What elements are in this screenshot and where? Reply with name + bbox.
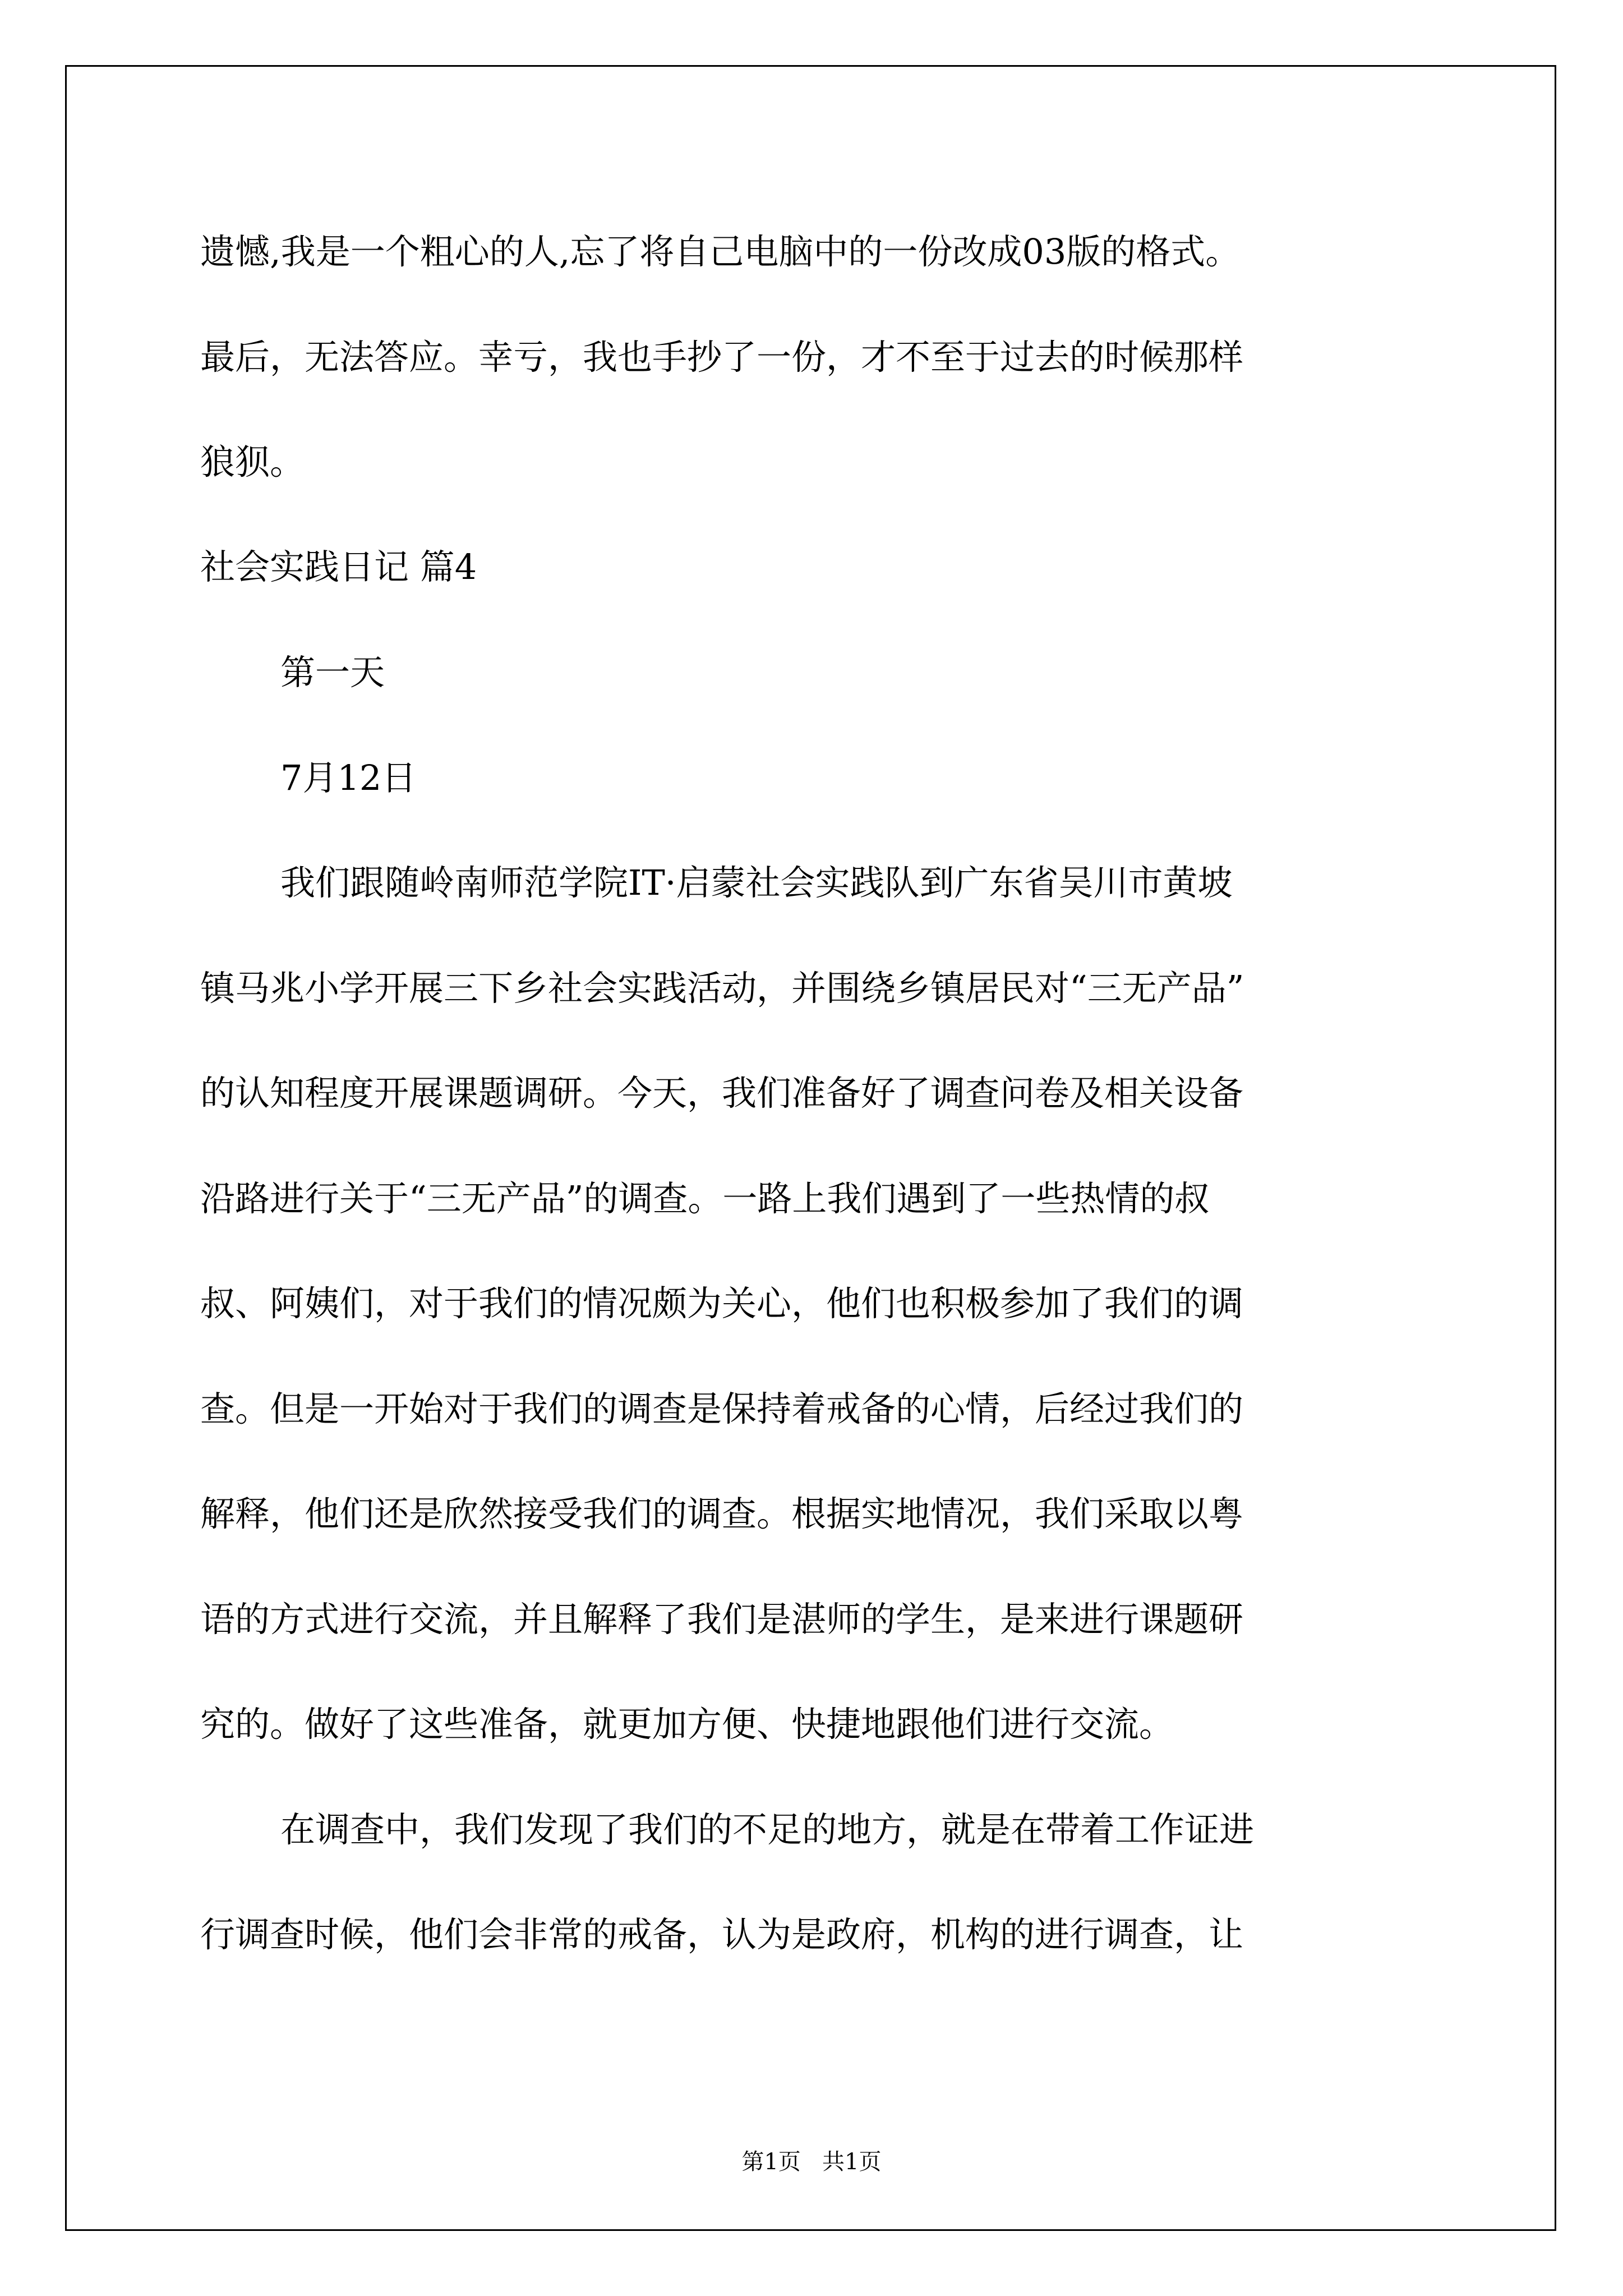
text-line: 解释，他们还是欣然接受我们的调查。根据实地情况，我们采取以粤 (200, 1493, 1244, 1534)
page-border (65, 65, 1556, 2231)
date-label: 7月12日 (280, 757, 417, 798)
page-footer: 第1页 共1页 (741, 2149, 882, 2175)
text-line: 的认知程度开展课题调研。今天，我们准备好了调查问卷及相关设备 (200, 1073, 1244, 1114)
text-line: 最后，无法答应。幸亏，我也手抄了一份，才不至于过去的时候那样 (200, 337, 1244, 378)
day-label: 第一天 (280, 652, 385, 693)
text-line: 沿路进行关于“三无产品”的调查。一路上我们遇到了一些热情的叔 (200, 1178, 1210, 1219)
text-line: 叔、阿姨们，对于我们的情况颇为关心，他们也积极参加了我们的调 (200, 1283, 1244, 1324)
text-line: 我们跟随岭南师范学院IT·启蒙社会实践队到广东省吴川市黄坡 (280, 862, 1233, 903)
text-line: 行调查时候，他们会非常的戒备，认为是政府，机构的进行调查，让 (200, 1914, 1244, 1955)
text-line: 镇马兆小学开展三下乡社会实践活动，并围绕乡镇居民对“三无产品” (200, 968, 1244, 1009)
text-line: 语的方式进行交流，并且解释了我们是湛师的学生，是来进行课题研 (200, 1599, 1244, 1640)
text-line: 在调查中，我们发现了我们的不足的地方，就是在带着工作证进 (280, 1809, 1255, 1850)
text-line: 究的。做好了这些准备，就更加方便、快捷地跟他们进行交流。 (200, 1704, 1174, 1745)
section-heading: 社会实践日记 篇4 (200, 546, 477, 587)
text-line: 狼狈。 (200, 441, 305, 482)
text-line: 遗憾,我是一个粗心的人,忘了将自己电脑中的一份改成03版的格式。 (200, 231, 1241, 272)
text-line: 查。但是一开始对于我们的调查是保持着戒备的心情，后经过我们的 (200, 1388, 1244, 1429)
